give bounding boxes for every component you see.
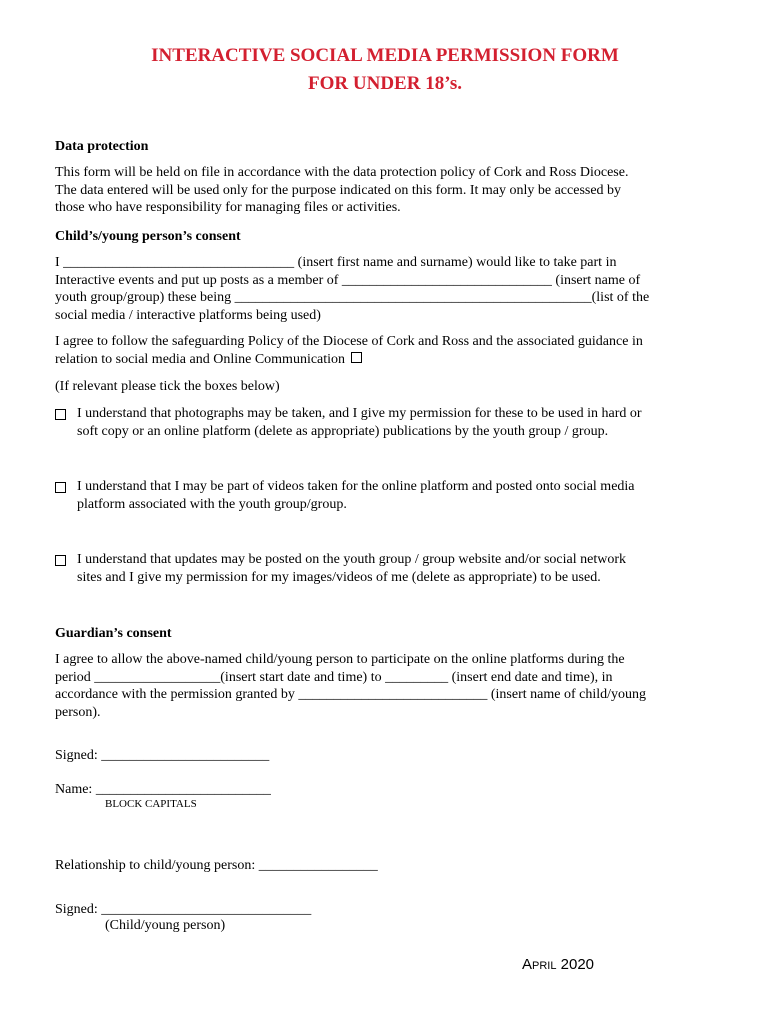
child-consent-heading: Child’s/young person’s consent: [55, 229, 241, 244]
text-line: I agree to allow the above-named child/young person to participate on the online platforms during the: [55, 652, 625, 667]
text-line: youth group/group) these being ___________________________________________________(list of the: [55, 290, 650, 306]
text-line: sites and I give my permission for my images/videos of me (delete as appropriate) to be used.: [77, 569, 601, 585]
text-line: I understand that I may be part of videos taken for the online platform and posted onto social media: [77, 479, 635, 494]
form-title-line-1: INTERACTIVE SOCIAL MEDIA PERMISSION FORM: [151, 45, 619, 66]
footer-month-initial: A: [522, 956, 533, 973]
text-line: soft copy or an online platform (delete as appropriate) publications by the youth group / group.: [77, 423, 609, 439]
policy-agree-checkbox[interactable]: [351, 352, 362, 363]
text-line: This form will be held on file in accordance with the data protection policy of Cork and Ross Diocese.: [55, 165, 629, 180]
text-line: Interactive events and put up posts as a member of ______________________________ (insert name of: [55, 272, 641, 288]
text-line: person).: [55, 704, 101, 720]
policy-agreement: [55, 333, 715, 368]
updates-checkbox[interactable]: [55, 555, 66, 566]
text-line: platform associated with the youth group/group.: [77, 496, 347, 512]
text-line: social media / interactive platforms being used): [55, 307, 321, 323]
consent-item-photographs: [55, 405, 715, 440]
consent-item-row: [55, 478, 715, 513]
consent-item-row: [55, 551, 715, 586]
text-line: period __________________(insert start date and time) to _________ (insert end date and time), in: [55, 669, 613, 685]
text-line: those who have responsibility for managing files or activities.: [55, 200, 401, 216]
footer-date: [522, 956, 594, 973]
consent-item-updates: [55, 551, 715, 586]
consent-item-videos: [55, 478, 715, 513]
data-protection-heading: Data protection: [55, 139, 149, 154]
consent-item-row: [55, 405, 715, 440]
guardian-signature-field[interactable]: Signed: ________________________: [55, 748, 270, 763]
photographs-checkbox[interactable]: [55, 409, 66, 420]
child-consent-text: [55, 254, 715, 324]
footer-month-rest: PRIL: [532, 960, 557, 972]
text-line: The data entered will be used only for the purpose indicated on this form. It may only be accessed by: [55, 182, 622, 198]
relevant-note: (If relevant please tick the boxes below): [55, 379, 280, 394]
footer-year: 2020: [560, 956, 595, 973]
guardian-name-field[interactable]: Name: _________________________: [55, 782, 271, 797]
block-capitals-note: BLOCK CAPITALS: [105, 798, 197, 810]
text-line: relation to social media and Online Communication: [55, 351, 346, 367]
relationship-field[interactable]: Relationship to child/young person: _________________: [55, 858, 378, 873]
guardian-consent-heading: Guardian’s consent: [55, 626, 172, 641]
agree-line-with-checkbox: [55, 351, 715, 369]
text-line: I _________________________________ (insert first name and surname) would like to take part in: [55, 255, 617, 270]
child-signature-field[interactable]: Signed: ______________________________: [55, 902, 312, 917]
form-title-line-2: FOR UNDER 18’s.: [308, 73, 462, 94]
text-line: I understand that updates may be posted on the youth group / group website and/or social network: [77, 552, 626, 567]
text-line: accordance with the permission granted by ___________________________ (insert name of child/young: [55, 687, 646, 703]
text-line: I agree to follow the safeguarding Policy of the Diocese of Cork and Ross and the associated guidance in: [55, 334, 643, 349]
data-protection-text: [55, 164, 715, 217]
text-line: I understand that photographs may be taken, and I give my permission for these to be used in hard or: [77, 406, 642, 421]
videos-checkbox[interactable]: [55, 482, 66, 493]
child-signature-note: (Child/young person): [105, 918, 226, 933]
guardian-consent-text: [55, 651, 715, 721]
